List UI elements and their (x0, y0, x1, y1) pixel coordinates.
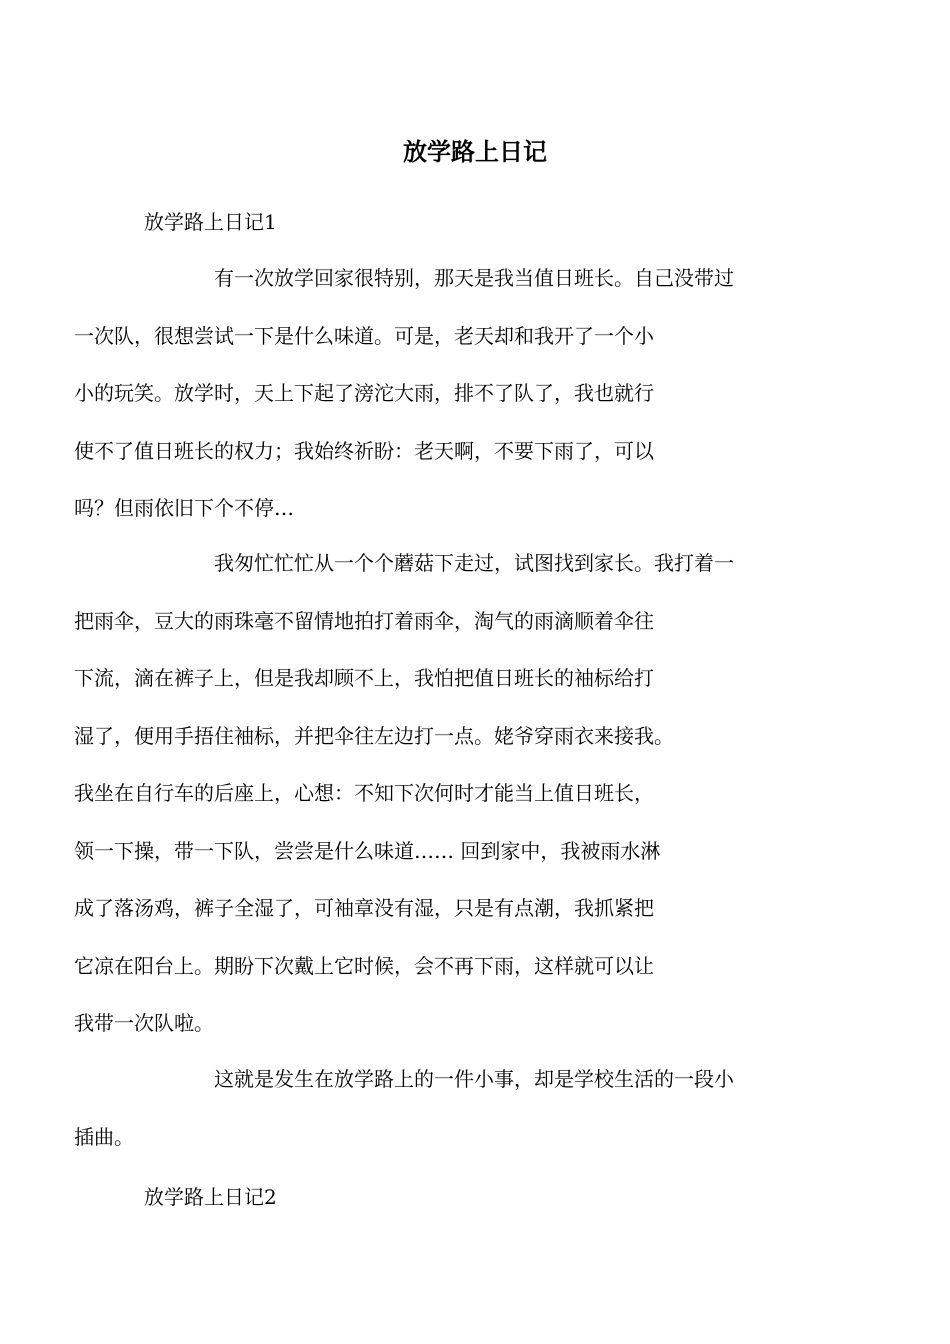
paragraph-3 (74, 1051, 824, 1166)
paragraph-line: 我坐在自行车的后座上，心想：不知下次何时才能当上值日班长， (74, 781, 654, 805)
paragraph-line: 它凉在阳台上。期盼下次戴上它时候，会不再下雨，这样就可以让 (74, 953, 654, 978)
section-heading-2: 放学路上日记2 (144, 1185, 277, 1209)
paragraph-1 (74, 250, 824, 538)
paragraph-line: 插曲。 (74, 1124, 134, 1149)
paragraph-line: 这就是发生在放学路上的一件小事，却是学校生活的一段小 (214, 1067, 734, 1091)
section-heading-1: 放学路上日记1 (144, 210, 277, 234)
paragraph-line: 领一下操，带一下队，尝尝是什么味道…… 回到家中，我被雨水淋 (74, 838, 661, 863)
paragraph-line: 下流，滴在裤子上，但是我却顾不上，我怕把值日班长的袖标给打 (74, 666, 654, 690)
paragraph-line: 成了落汤鸡，裤子全湿了，可袖章没有湿，只是有点潮，我抓紧把 (74, 896, 654, 920)
paragraph-2 (74, 535, 824, 1053)
document-title: 放学路上日记 (403, 137, 547, 166)
paragraph-line: 我带一次队啦。 (74, 1011, 214, 1035)
paragraph-line: 吗？但雨依旧下个不停… (74, 496, 294, 520)
paragraph-line: 湿了，便用手捂住袖标，并把伞往左边打一点。姥爷穿雨衣来接我。 (74, 723, 674, 748)
paragraph-line: 我匆忙忙忙从一个个蘑菇下走过，试图找到家长。我打着一 (214, 551, 734, 575)
paragraph-line: 小的玩笑。放学时，天上下起了滂沱大雨，排不了队了，我也就行 (74, 381, 654, 405)
paragraph-line: 把雨伞，豆大的雨珠毫不留情地拍打着雨伞，淘气的雨滴顺着伞往 (74, 608, 654, 633)
paragraph-line: 有一次放学回家很特别，那天是我当值日班长。自己没带过 (214, 266, 734, 290)
paragraph-line: 一次队，很想尝试一下是什么味道。可是，老天却和我开了一个小 (74, 323, 654, 348)
paragraph-line: 使不了值日班长的权力；我始终祈盼：老天啊，不要下雨了，可以 (74, 438, 654, 463)
